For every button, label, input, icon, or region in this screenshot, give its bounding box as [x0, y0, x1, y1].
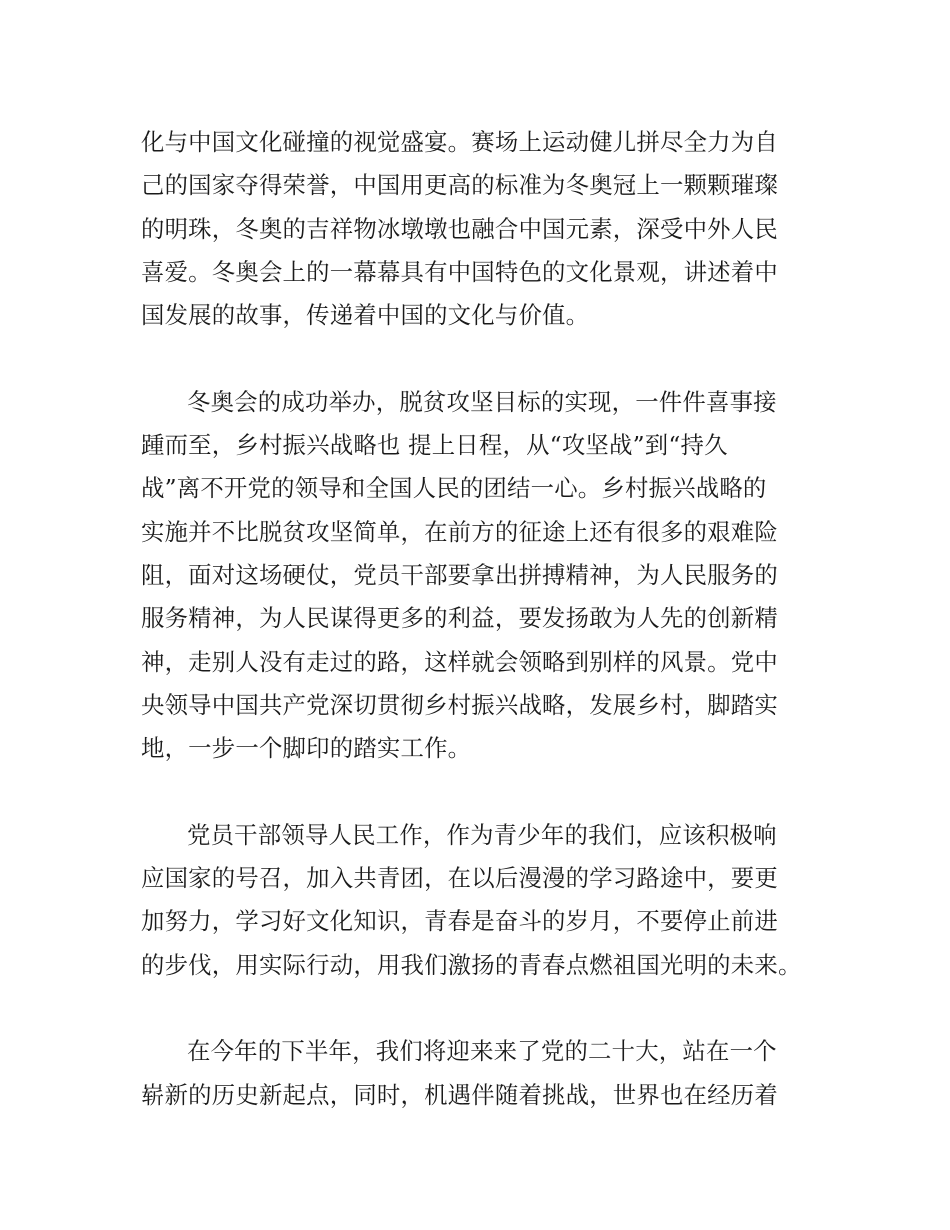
text-line: 实施并不比脱贫攻坚简单，在前方的征途上还有很多的艰难险 [141, 517, 778, 546]
paragraph-3 [141, 814, 821, 987]
text-line-content: 党员干部领导人民工作，作为青少年的我们，应该积极响 [187, 820, 777, 849]
paragraph-1 [141, 121, 821, 337]
text-line: 化与中国文化碰撞的视觉盛宴。赛场上运动健儿拼尽全力为自 [141, 128, 778, 156]
text-line-indented [141, 1030, 821, 1073]
text-line: 的明珠，冬奥的吉祥物冰墩墩也融合中国元素，深受中外人民 [141, 214, 778, 243]
text-line: 战”离不开党的领导和全国人民的团结一心。乡村振兴战略的 [141, 474, 767, 503]
text-line: 地，一步一个脚印的踏实工作。 [141, 734, 472, 763]
text-line: 的步伐，用实际行动，用我们激扬的青春点燃祖国光明的未来。 [141, 950, 802, 979]
document-body [141, 121, 821, 1160]
text-line: 喜爱。冬奥会上的一幕幕具有中国特色的文化景观，讲述着中 [141, 257, 778, 286]
text-line: 服务精神，为人民谋得更多的利益，要发扬敢为人先的创新精 [141, 604, 778, 633]
text-line-indented [141, 381, 821, 424]
text-line-content: 在今年的下半年，我们将迎来来了党的二十大，站在一个 [187, 1037, 777, 1066]
text-line: 踵而至，乡村振兴战略也 提上日程，从“攻坚战”到“持久 [141, 431, 728, 460]
text-line: 神，走别人没有走过的路，这样就会领略到别样的风景。党中 [141, 647, 778, 676]
text-line: 应国家的号召，加入共青团，在以后漫漫的学习路途中，要更 [141, 864, 778, 893]
text-line-indented [141, 814, 821, 857]
text-line: 己的国家夺得荣誉，中国用更高的标准为冬奥冠上一颗颗璀璨 [141, 171, 778, 200]
text-line: 阻，面对这场硬仗，党员干部要拿出拼搏精神，为人民服务的 [141, 560, 778, 589]
paragraph-4 [141, 1030, 821, 1117]
text-line-content: 冬奥会的成功举办，脱贫攻坚目标的实现，一件件喜事接 [187, 387, 777, 416]
text-line: 加努力，学习好文化知识，青春是奋斗的岁月，不要停止前进 [141, 907, 778, 936]
paragraph-2 [141, 381, 821, 771]
text-line: 国发展的故事，传递着中国的文化与价值。 [141, 301, 590, 330]
text-line: 崭新的历史新起点，同时，机遇伴随着挑战，世界也在经历着 [141, 1080, 778, 1109]
text-line: 央领导中国共产党深切贯彻乡村振兴战略，发展乡村，脚踏实 [141, 690, 778, 719]
